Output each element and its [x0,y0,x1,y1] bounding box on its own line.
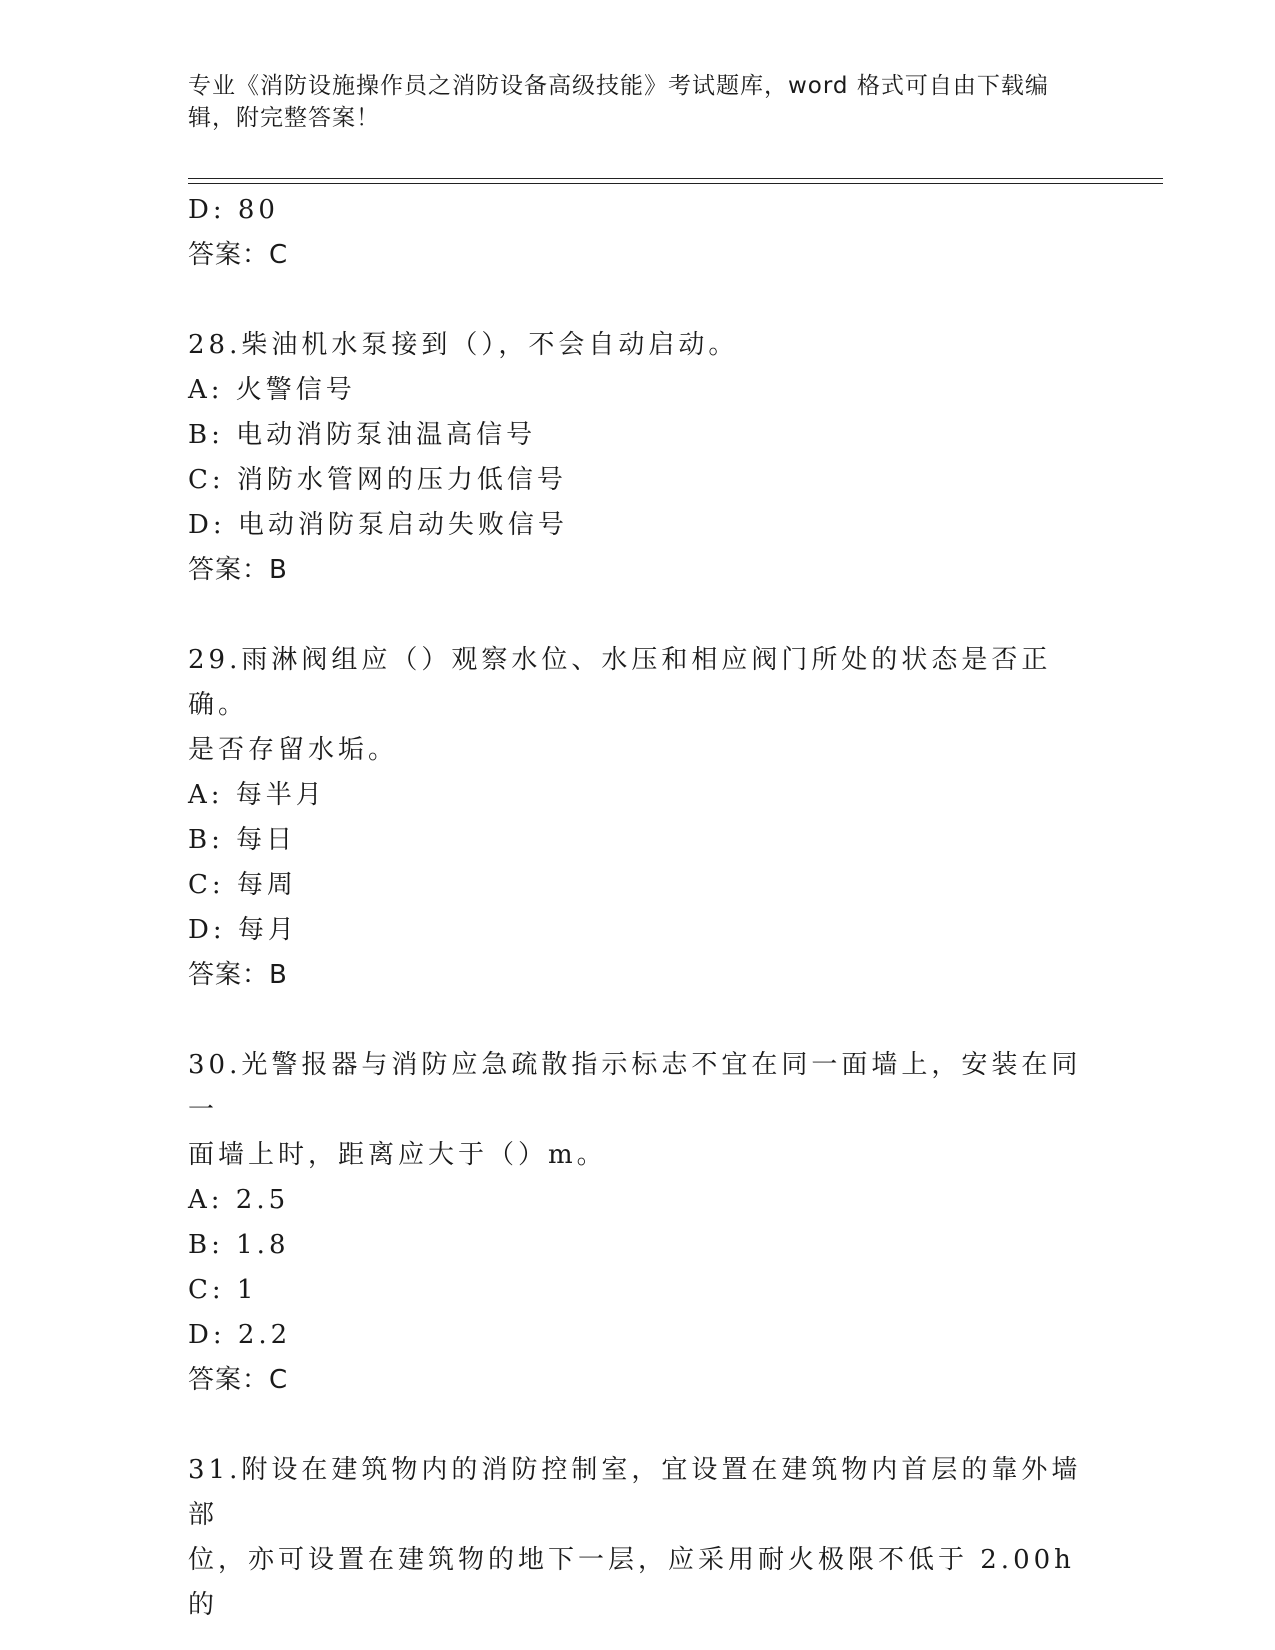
question-30 [188,1043,1108,1403]
header-divider-top [188,178,1163,179]
option-d: D: 电动消防泵启动失败信号 [188,510,568,540]
question-stem-cont: 位，亦可设置在建筑物的地下一层，应采用耐火极限不低于 2.00h 的 [188,1545,1075,1620]
option-d: D: 2.2 [188,1320,292,1350]
question-stem: 31.附设在建筑物内的消防控制室，宜设置在建筑物内首层的靠外墙部 [188,1455,1082,1530]
option-c: C: 每周 [188,870,297,900]
header-divider-bottom [188,183,1163,184]
spacer [188,278,1108,323]
question-stem-cont: 面墙上时，距离应大于（）m。 [188,1140,607,1170]
option-a: A: 每半月 [188,780,326,810]
question-stem: 30.光警报器与消防应急疏散指示标志不宜在同一面墙上，安装在同一 [188,1050,1082,1125]
answer: 答案：C [188,1365,289,1395]
spacer [188,998,1108,1043]
option-a: A: 火警信号 [188,375,356,405]
question-31 [188,1448,1108,1628]
option-d: D: 每月 [188,915,298,945]
option-c: C: 消防水管网的压力低信号 [188,465,567,495]
spacer [188,1403,1108,1448]
prev-answer: 答案：C [188,240,289,270]
question-content [188,188,1108,1628]
answer: 答案：B [188,555,288,585]
question-29 [188,638,1108,998]
question-stem: 29.雨淋阀组应（）观察水位、水压和相应阀门所处的状态是否正确。 [188,645,1052,720]
option-c: C: 1 [188,1275,258,1305]
option-b: B: 1.8 [188,1230,290,1260]
option-b: B: 每日 [188,825,297,855]
option-a: A: 2.5 [188,1185,290,1215]
question-stem: 28.柴油机水泵接到（），不会自动启动。 [188,330,739,360]
spacer [188,593,1108,638]
question-28 [188,323,1108,593]
question-stem-cont: 是否存留水垢。 [188,735,399,765]
prev-option-d: D: 80 [188,195,279,225]
answer: 答案：B [188,960,288,990]
option-b: B: 电动消防泵油温高信号 [188,420,537,450]
document-header: 专业《消防设施操作员之消防设备高级技能》考试题库，word 格式可自由下载编辑，附完整答案！ [188,73,1049,131]
